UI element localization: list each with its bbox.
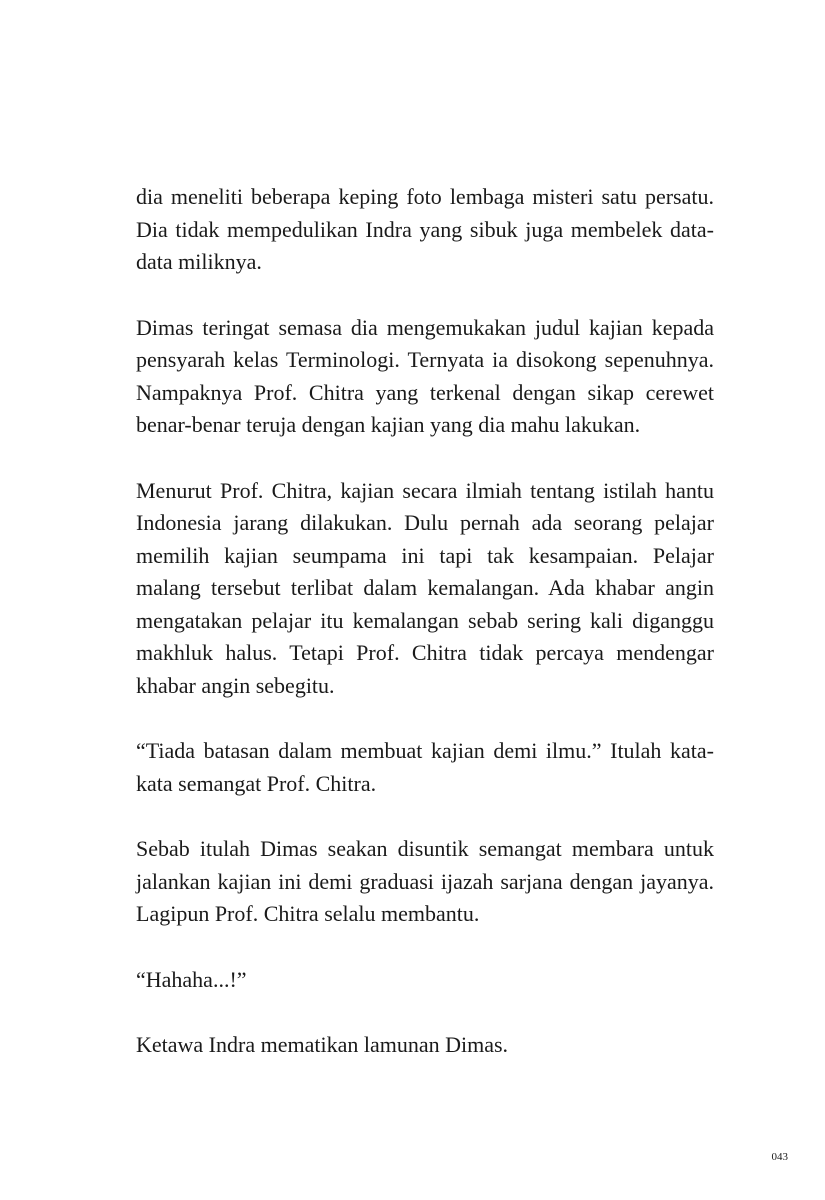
page-number: 043 (771, 1151, 788, 1163)
paragraph-7: Ketawa Indra mematikan lamunan Dimas. (136, 1032, 509, 1057)
body-text (136, 181, 714, 1095)
paragraph-4: “Tiada batasan dalam membuat kajian demi ilmu.” Itulah kata-kata semangat Prof. Chitra. (136, 738, 714, 796)
paragraph-5: Sebab itulah Dimas seakan disuntik semangat membara untuk jalankan kajian ini demi graduasi ijazah sarjana dengan jayanya. Lagipun Prof. Chitra selalu membantu. (136, 836, 714, 926)
paragraph-3: Menurut Prof. Chitra, kajian secara ilmiah tentang istilah hantu Indonesia jarang dilakukan. Dulu pernah ada seorang pelajar memilih kajian seumpama ini tapi tak kesampaian. Pelajar malang tersebut terlibat dalam kemalangan. Ada khabar angin mengatakan pelajar itu kemalangan sebab sering kali diganggu makhluk halus. Tetapi Prof. Chitra tidak percaya mendengar khabar angin sebegitu. (136, 477, 714, 698)
paragraph-6: “Hahaha...!” (136, 966, 247, 992)
paragraph-2: Dimas teringat semasa dia mengemukakan judul kajian kepada pensyarah kelas Terminologi. Ternyata ia disokong sepenuhnya. Nampaknya Prof. Chitra yang terkenal dengan sikap cerewet benar-benar teruja dengan kajian yang dia mahu lakukan. (136, 314, 714, 437)
paragraph-1: dia meneliti beberapa keping foto lembaga misteri satu persatu. Dia tidak mempedulikan Indra yang sibuk juga membelek data-data miliknya. (136, 184, 714, 274)
